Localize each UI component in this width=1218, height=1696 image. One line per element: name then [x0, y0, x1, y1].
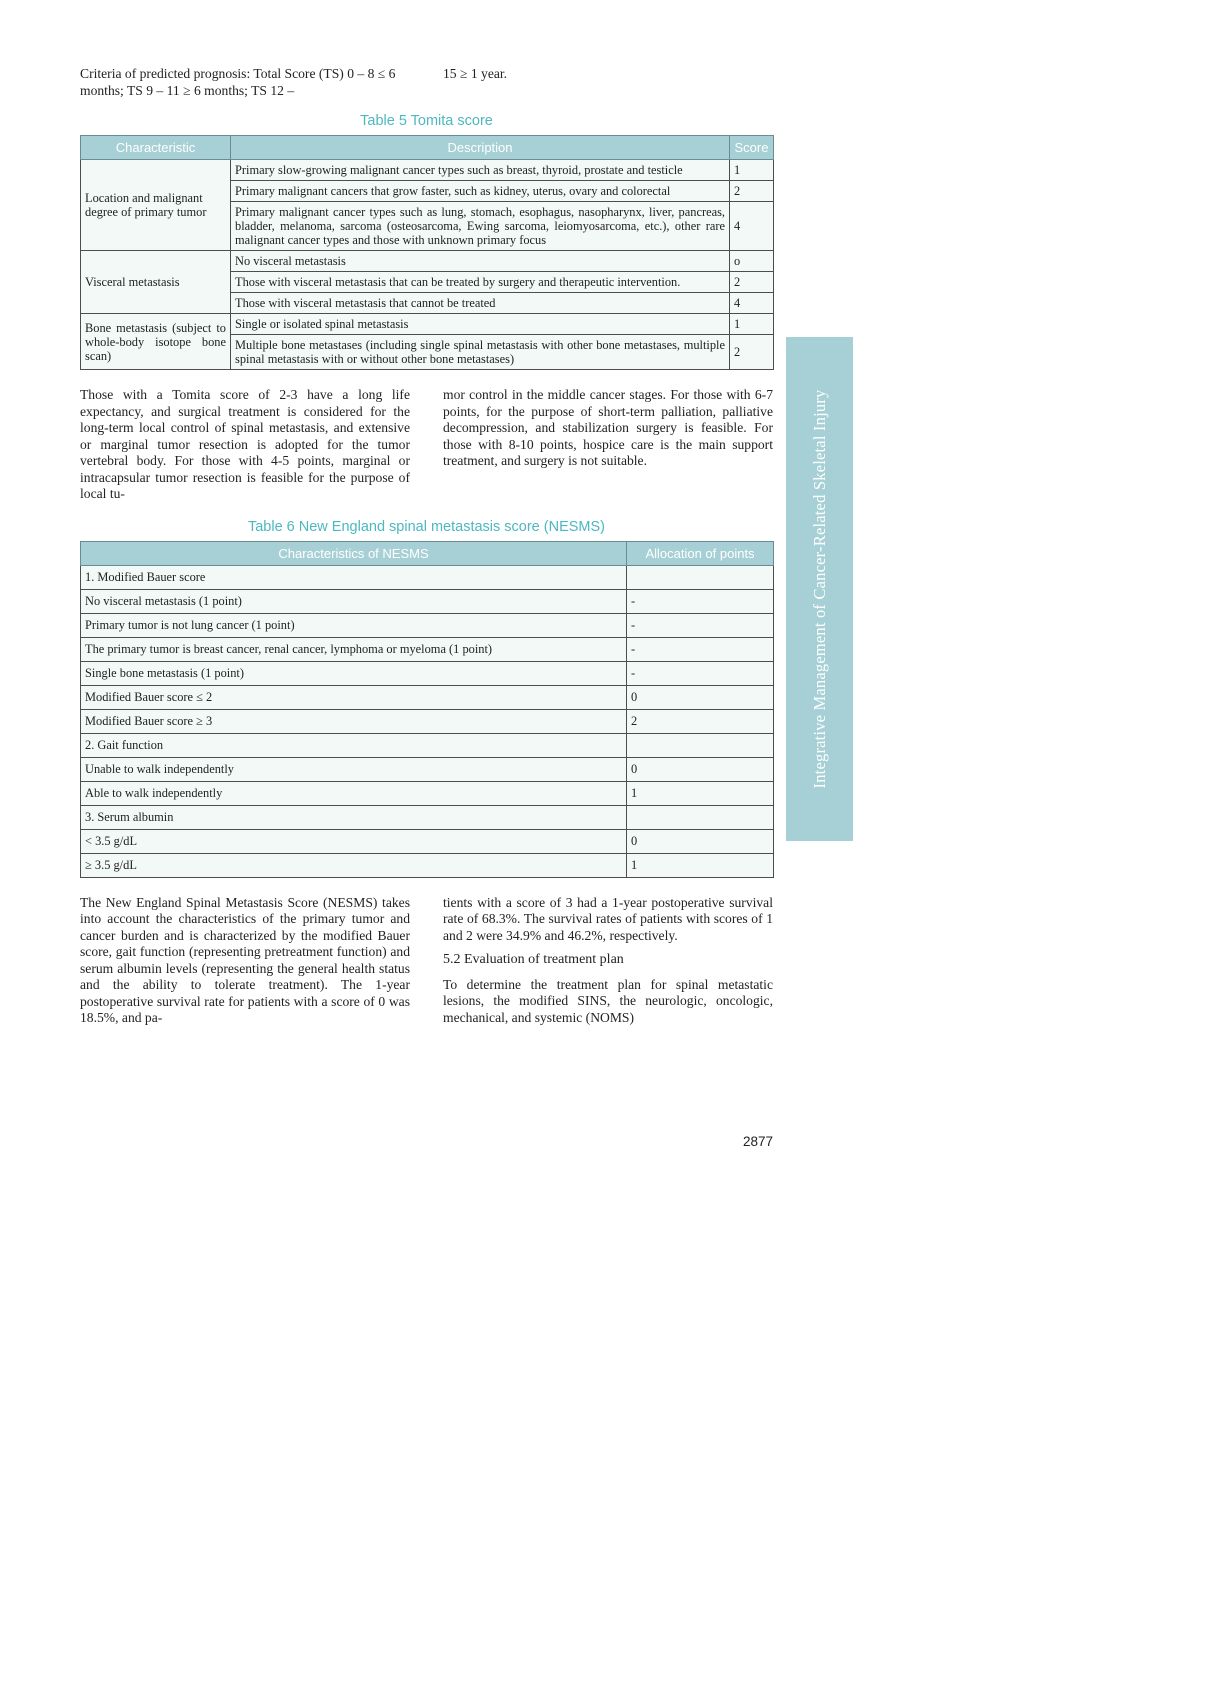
nesms-points: 1 — [627, 853, 774, 877]
table5-header-description: Description — [231, 136, 730, 160]
nesms-characteristic: Primary tumor is not lung cancer (1 point) — [81, 613, 627, 637]
table-row — [81, 685, 774, 709]
nesms-points: 0 — [627, 685, 774, 709]
para2-left: The New England Spinal Metastasis Score (NESMS) takes into account the characteristics of the primary tumor and cancer burden and is characterized by the modified Bauer score, gait function (representing pretreatment function) and serum albumin levels (representing the general health status and the ability to tolerate treatment). The 1-year postoperative survival rate for patients with a score of 0 was 18.5%, and pa- — [80, 894, 410, 1025]
table5-description: Primary malignant cancers that grow faster, such as kidney, uterus, ovary and colorectal — [231, 181, 730, 202]
intro-left: Criteria of predicted prognosis: Total Score (TS) 0 – 8 ≤ 6 months; TS 9 – 11 ≥ 6 months; TS 12 – — [80, 66, 396, 98]
table5-description: Primary malignant cancer types such as lung, stomach, esophagus, nasopharynx, liver, pancreas, bladder, melanoma, sarcoma (osteosarcoma, Ewing sarcoma, leiomyosarcoma, etc.), other rare malignant cancer types and those with unknown primary focus — [231, 202, 730, 251]
nesms-points: - — [627, 661, 774, 685]
table5-score: 2 — [730, 335, 774, 370]
table-row — [81, 829, 774, 853]
table-row — [81, 709, 774, 733]
nesms-discussion — [80, 895, 773, 1027]
nesms-characteristic: < 3.5 g/dL — [81, 829, 627, 853]
table-row — [81, 637, 774, 661]
table5-header-score: Score — [730, 136, 774, 160]
para1-left: Those with a Tomita score of 2-3 have a long life expectancy, and surgical treatment is considered for the long-term local control of spinal metastasis, and extensive or marginal tumor resection is adopted for the tumor vertebral body. For those with 4-5 points, marginal or intracapsular tumor resection is feasible for the purpose of local tu- — [80, 387, 410, 501]
para1-right: mor control in the middle cancer stages. For those with 6-7 points, for the purpose of short-term palliation, palliative decompression, and stabilization surgery is feasible. For those with 8-10 points, hospice care is the main support treatment, and surgery is not suitable. — [443, 387, 773, 468]
table-row — [81, 160, 774, 181]
nesms-characteristic: Unable to walk independently — [81, 757, 627, 781]
nesms-characteristic: The primary tumor is breast cancer, renal cancer, lymphoma or myeloma (1 point) — [81, 637, 627, 661]
nesms-points — [627, 733, 774, 757]
nesms-characteristic: No visceral metastasis (1 point) — [81, 589, 627, 613]
table5-caption: Table 5 Tomita score — [360, 113, 493, 129]
table5-score: 4 — [730, 293, 774, 314]
table-row — [81, 733, 774, 757]
page-number: 2877 — [742, 1134, 773, 1149]
page-content — [80, 66, 773, 1027]
nesms-characteristic: Single bone metastasis (1 point) — [81, 661, 627, 685]
table5-description: Those with visceral metastasis that can be treated by surgery and therapeutic intervention. — [231, 272, 730, 293]
tomita-discussion — [80, 387, 773, 503]
nesms-points: 0 — [627, 757, 774, 781]
nesms-characteristic: ≥ 3.5 g/dL — [81, 853, 627, 877]
table5-score: 1 — [730, 160, 774, 181]
table6-header-characteristics: Characteristics of NESMS — [81, 541, 627, 565]
table-row — [81, 314, 774, 335]
nesms-characteristic: Able to walk independently — [81, 781, 627, 805]
table-row — [81, 781, 774, 805]
table5-description: Those with visceral metastasis that cannot be treated — [231, 293, 730, 314]
nesms-table — [80, 541, 774, 878]
table-row — [81, 661, 774, 685]
tomita-score-table — [80, 135, 774, 370]
para2-right-paragraph: To determine the treatment plan for spinal metastatic lesions, the modified SINS, the neurologic, oncologic, mechanical, and systemic (NOMS) — [443, 976, 773, 1025]
table5-characteristic: Visceral metastasis — [81, 251, 231, 314]
table5-score: 4 — [730, 202, 774, 251]
nesms-characteristic: 1. Modified Bauer score — [81, 565, 627, 589]
nesms-points: - — [627, 637, 774, 661]
table-row — [81, 613, 774, 637]
nesms-characteristic: Modified Bauer score ≥ 3 — [81, 709, 627, 733]
intro-right: 15 ≥ 1 year. — [443, 66, 508, 81]
nesms-points: 0 — [627, 829, 774, 853]
table6-caption: Table 6 New England spinal metastasis score (NESMS) — [247, 518, 605, 535]
table5-header-characteristic: Characteristic — [81, 136, 231, 160]
nesms-points: - — [627, 589, 774, 613]
table5-description: No visceral metastasis — [231, 251, 730, 272]
para2-right-paragraph: tients with a score of 3 had a 1-year postoperative survival rate of 68.3%. The survival rates of patients with scores of 1 and 2 were 34.9% and 46.2%, respectively. — [443, 894, 773, 943]
nesms-points: - — [627, 613, 774, 637]
nesms-points — [627, 805, 774, 829]
table5-characteristic: Bone metastasis (subject to whole-body isotope bone scan) — [81, 314, 231, 370]
nesms-points — [627, 565, 774, 589]
table-row — [81, 251, 774, 272]
table5-score: 2 — [730, 272, 774, 293]
table5-score: 2 — [730, 181, 774, 202]
table5-characteristic: Location and malignant degree of primary tumor — [81, 160, 231, 251]
table5-score: 1 — [730, 314, 774, 335]
table-row — [81, 757, 774, 781]
nesms-characteristic: Modified Bauer score ≤ 2 — [81, 685, 627, 709]
side-title: Integrative Management of Cancer-Related Skeletal Injury — [809, 389, 829, 789]
table5-description: Single or isolated spinal metastasis — [231, 314, 730, 335]
nesms-points: 2 — [627, 709, 774, 733]
journal-side-banner — [786, 337, 853, 841]
nesms-characteristic: 2. Gait function — [81, 733, 627, 757]
nesms-characteristic: 3. Serum albumin — [81, 805, 627, 829]
table5-score: o — [730, 251, 774, 272]
table6-header-points: Allocation of points — [627, 541, 774, 565]
table5-description: Multiple bone metastases (including single spinal metastasis with other bone metastases, multiple spinal metastasis with or without other bone metastases) — [231, 335, 730, 370]
table-row — [81, 589, 774, 613]
nesms-points: 1 — [627, 781, 774, 805]
section-heading: 5.2 Evaluation of treatment plan — [443, 952, 624, 967]
intro-text — [80, 66, 773, 99]
table-row — [81, 805, 774, 829]
table-row — [81, 565, 774, 589]
table-row — [81, 853, 774, 877]
table5-description: Primary slow-growing malignant cancer types such as breast, thyroid, prostate and testicle — [231, 160, 730, 181]
